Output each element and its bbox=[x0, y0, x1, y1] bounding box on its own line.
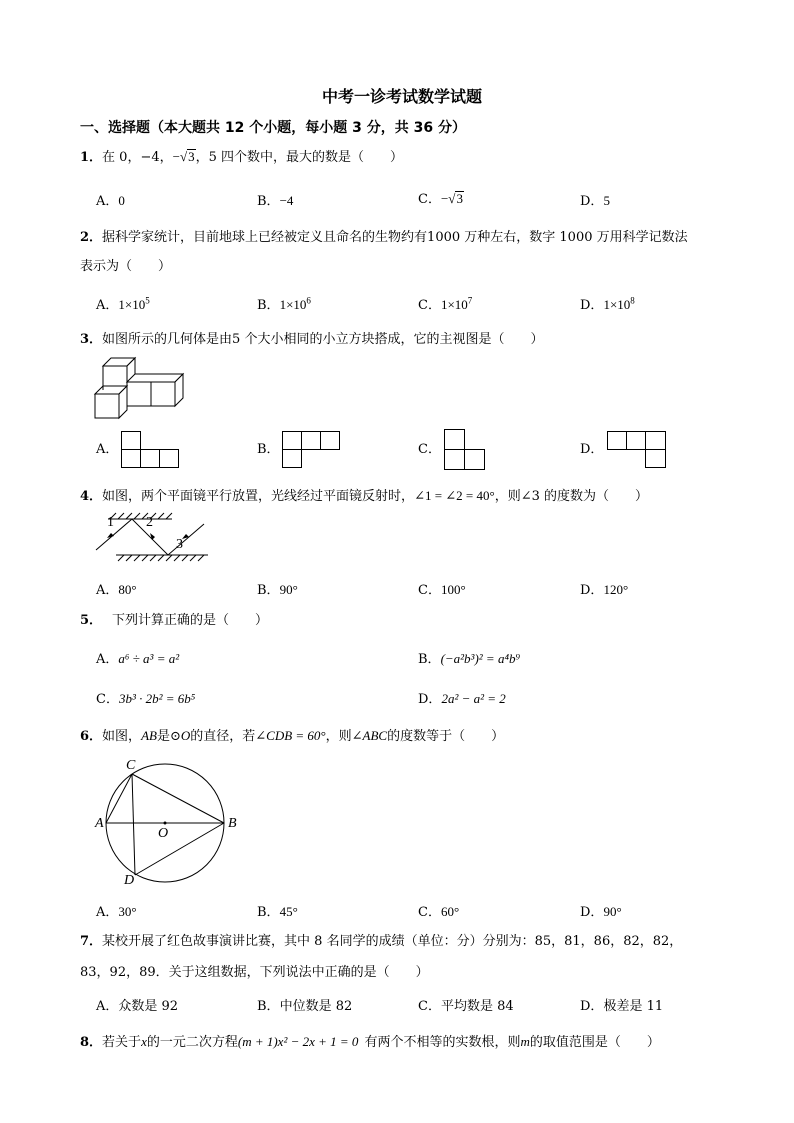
question-number: 2． bbox=[80, 230, 103, 245]
question-text: 如图所示的几何体是由5 个大小相同的小立方块搭成，它的主视图是（ ） bbox=[102, 332, 544, 347]
option-d[interactable] bbox=[580, 903, 622, 922]
question-number: 1． bbox=[80, 150, 103, 165]
option-value: 90° bbox=[603, 904, 622, 919]
option-letter: C． bbox=[418, 442, 441, 457]
option-letter: B． bbox=[257, 442, 280, 457]
option-letter: D． bbox=[418, 692, 442, 707]
option-letter: B． bbox=[257, 194, 280, 209]
question-3 bbox=[80, 331, 543, 349]
option-d[interactable] bbox=[580, 998, 663, 1016]
point-a-label: A bbox=[95, 816, 104, 831]
option-letter: C． bbox=[418, 298, 441, 313]
option-value: 1×10 bbox=[118, 297, 146, 312]
option-a[interactable] bbox=[96, 903, 137, 922]
math-formula: ∠ABC bbox=[351, 728, 388, 743]
question-text: 某校开展了红色故事演讲比赛，其中 8 名同学的成绩（单位：分）分别为：85，81，86，82，82， bbox=[102, 934, 683, 949]
option-value: 80° bbox=[118, 582, 137, 597]
question-text: ，则∠3 的度数为（ ） bbox=[494, 489, 649, 504]
question-number: 5． bbox=[80, 613, 103, 628]
option-exponent: 6 bbox=[306, 295, 311, 306]
option-letter: A． bbox=[96, 652, 119, 667]
question-text: 若关于 bbox=[102, 1035, 142, 1050]
option-letter: D． bbox=[580, 298, 604, 313]
option-c[interactable] bbox=[418, 441, 441, 459]
option-letter: D． bbox=[580, 905, 604, 920]
question-1 bbox=[80, 148, 403, 167]
point-c-label: C bbox=[126, 758, 136, 773]
option-exponent: 8 bbox=[630, 295, 635, 306]
math-var: m bbox=[520, 1034, 530, 1049]
option-a[interactable] bbox=[96, 296, 150, 315]
math-sign: − bbox=[172, 149, 180, 164]
question-4 bbox=[80, 487, 648, 506]
option-a[interactable] bbox=[96, 650, 179, 669]
option-value: 90° bbox=[279, 582, 298, 597]
math-var: x bbox=[141, 1034, 147, 1049]
option-value: 平均数是 84 bbox=[440, 999, 514, 1014]
option-b[interactable] bbox=[257, 998, 352, 1016]
option-value: 1×10 bbox=[440, 297, 468, 312]
option-letter: D． bbox=[580, 194, 604, 209]
math-sign: − bbox=[440, 191, 449, 206]
option-expression: 3b³ · 2b² = 6b⁵ bbox=[118, 691, 196, 706]
question-number: 4． bbox=[80, 489, 103, 504]
option-c[interactable] bbox=[418, 903, 459, 922]
option-letter: A． bbox=[96, 442, 119, 457]
option-value: 众数是 92 bbox=[118, 999, 179, 1014]
section-heading: 一、选择题（本大题共 12 个小题，每小题 3 分，共 36 分） bbox=[80, 120, 466, 136]
point-o-label: O bbox=[158, 826, 169, 841]
option-value: 120° bbox=[603, 582, 629, 597]
option-value: 30° bbox=[118, 904, 137, 919]
page-title: 中考一诊考试数学试题 bbox=[322, 87, 483, 106]
math-formula: (m + 1)x² − 2x + 1 = 0 bbox=[237, 1034, 359, 1049]
front-view-d-figure[interactable] bbox=[607, 431, 669, 469]
question-number: 6． bbox=[80, 729, 103, 744]
option-value: 1×10 bbox=[279, 297, 307, 312]
option-value: −4 bbox=[279, 193, 294, 208]
sqrt-radicand: 3 bbox=[188, 149, 195, 164]
point-d-label: D bbox=[124, 873, 135, 888]
option-b[interactable] bbox=[257, 903, 298, 922]
option-letter: A． bbox=[96, 999, 119, 1014]
question-text: 在 0，−4， bbox=[102, 150, 173, 165]
option-d[interactable] bbox=[580, 581, 628, 600]
option-letter: C． bbox=[418, 583, 441, 598]
option-letter: D． bbox=[580, 583, 604, 598]
option-value: 中位数是 82 bbox=[279, 999, 353, 1014]
sqrt-radicand: 3 bbox=[456, 191, 463, 206]
question-text: 是⊙ bbox=[156, 729, 181, 744]
question-number: 8． bbox=[80, 1035, 103, 1050]
question-text: 的取值范围是（ ） bbox=[529, 1035, 660, 1050]
option-letter: C． bbox=[418, 192, 441, 207]
angle-3-label: 3 bbox=[176, 537, 183, 552]
option-letter: A． bbox=[96, 583, 119, 598]
option-letter: C． bbox=[418, 999, 441, 1014]
question-text: 有两个不相等的实数根，则 bbox=[364, 1035, 521, 1050]
question-number: 7． bbox=[80, 934, 103, 949]
point-b-label: B bbox=[228, 816, 237, 831]
option-letter: A． bbox=[96, 905, 119, 920]
option-letter: C． bbox=[96, 692, 119, 707]
question-text: 的度数等于（ ） bbox=[387, 729, 505, 744]
question-text: ，则 bbox=[325, 729, 352, 744]
front-view-c-figure[interactable] bbox=[444, 429, 488, 471]
question-text: 如图，两个平面镜平行放置，光线经过平面镜反射时， bbox=[102, 489, 415, 504]
option-c[interactable] bbox=[96, 690, 195, 709]
option-d[interactable] bbox=[580, 296, 635, 315]
option-a[interactable] bbox=[96, 998, 178, 1016]
sqrt-radical-icon: √ bbox=[179, 149, 188, 164]
option-letter: B． bbox=[257, 583, 280, 598]
option-expression: 2a² − a² = 2 bbox=[441, 691, 506, 706]
angle-1-label: 1 bbox=[107, 515, 114, 530]
option-expression: (−a²b³)² = a⁴b⁹ bbox=[440, 651, 520, 666]
option-c[interactable] bbox=[418, 190, 464, 209]
option-expression: a⁶ ÷ a³ = a² bbox=[118, 651, 180, 666]
question-7 bbox=[80, 933, 682, 951]
question-7-line2: 83，92，89．关于这组数据，下列说法中正确的是（ ） bbox=[80, 965, 429, 980]
question-5 bbox=[80, 612, 268, 630]
option-d[interactable] bbox=[580, 441, 603, 459]
math-var: O bbox=[180, 728, 191, 743]
option-letter: A． bbox=[96, 194, 119, 209]
option-letter: D． bbox=[580, 442, 604, 457]
question-text: ，5 四个数中，最大的数是（ ） bbox=[195, 150, 404, 165]
math-formula: ∠CDB = 60° bbox=[255, 728, 326, 743]
option-c[interactable] bbox=[418, 581, 466, 600]
option-b[interactable] bbox=[257, 296, 311, 315]
question-8 bbox=[80, 1033, 660, 1052]
option-value: 1×10 bbox=[603, 297, 631, 312]
option-letter: C． bbox=[418, 905, 441, 920]
option-value: 0 bbox=[118, 193, 125, 208]
option-a[interactable] bbox=[96, 581, 137, 600]
option-a[interactable] bbox=[96, 192, 125, 211]
math-formula: ∠1 = ∠2 = 40° bbox=[414, 488, 495, 503]
option-c[interactable] bbox=[418, 296, 472, 315]
option-a[interactable] bbox=[96, 441, 118, 459]
question-text: 的直径，若 bbox=[190, 729, 256, 744]
option-b[interactable] bbox=[257, 441, 280, 459]
question-text: 下列计算正确的是（ ） bbox=[112, 613, 269, 628]
question-text: 如图， bbox=[102, 729, 142, 744]
option-exponent: 7 bbox=[467, 295, 473, 306]
option-letter: A． bbox=[96, 298, 119, 313]
option-d[interactable] bbox=[580, 192, 610, 211]
option-c[interactable] bbox=[418, 998, 514, 1016]
option-letter: B． bbox=[418, 652, 441, 667]
question-text: 的一元二次方程 bbox=[146, 1035, 238, 1050]
option-value: 45° bbox=[279, 904, 298, 919]
question-text: 据科学家统计，目前地球上已经被定义且命名的生物约有1000 万种左右，数字 1000 万用科学记数法 bbox=[102, 230, 688, 245]
option-letter: B． bbox=[257, 999, 280, 1014]
cubes-3d-figure bbox=[92, 356, 188, 420]
option-letter: B． bbox=[257, 298, 280, 313]
option-value: 极差是 11 bbox=[603, 999, 664, 1014]
math-var: AB bbox=[141, 728, 157, 743]
angle-2-label: 2 bbox=[146, 515, 153, 530]
option-b[interactable] bbox=[418, 650, 520, 669]
question-number: 3． bbox=[80, 332, 103, 347]
option-letter: B． bbox=[257, 905, 280, 920]
question-2-line2: 表示为（ ） bbox=[80, 259, 172, 274]
front-view-a-figure[interactable] bbox=[121, 431, 181, 469]
option-b[interactable] bbox=[257, 581, 298, 600]
option-value: 100° bbox=[440, 582, 466, 597]
option-b[interactable] bbox=[257, 192, 293, 211]
option-d[interactable] bbox=[418, 690, 506, 709]
option-exponent: 5 bbox=[145, 295, 150, 306]
question-2 bbox=[80, 229, 688, 247]
option-letter: D． bbox=[580, 999, 604, 1014]
option-value: 60° bbox=[440, 904, 460, 919]
sqrt-radical-icon: √ bbox=[448, 191, 456, 206]
option-value: 5 bbox=[603, 193, 610, 208]
question-6 bbox=[80, 727, 504, 746]
front-view-b-figure[interactable] bbox=[282, 431, 342, 469]
